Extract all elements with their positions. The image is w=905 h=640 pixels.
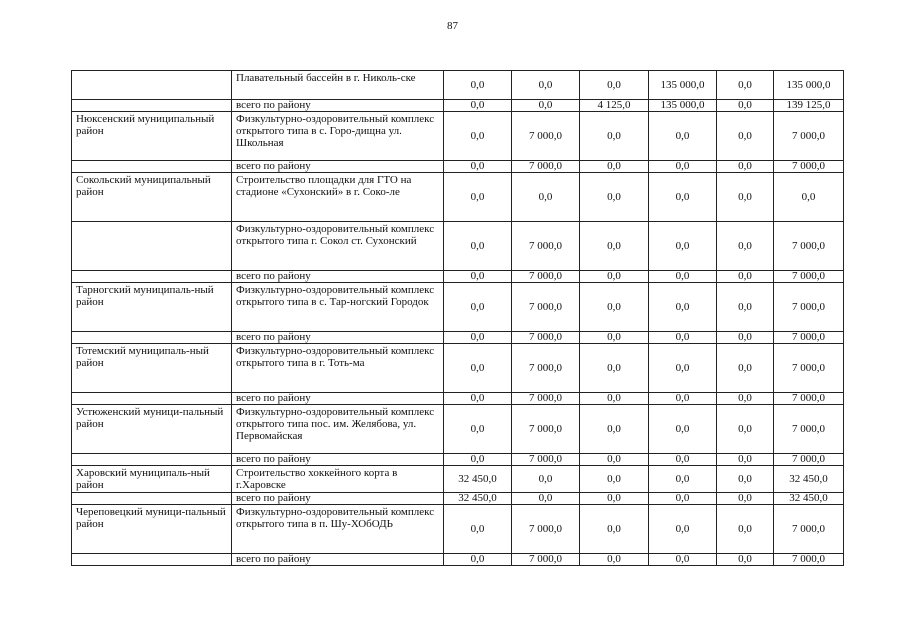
row-total-value-cell: 7 000,0 — [774, 283, 844, 332]
amount-cell: 0,0 — [444, 173, 512, 222]
amount-cell: 0,0 — [717, 71, 774, 100]
amount-cell: 0,0 — [649, 222, 717, 271]
row-total-value-cell: 32 450,0 — [774, 466, 844, 493]
project-row — [72, 222, 844, 271]
amount-cell: 0,0 — [444, 554, 512, 566]
district-total-row — [72, 554, 844, 566]
district-total-row — [72, 393, 844, 405]
project-name-cell: Физкультурно-оздоровительный комплекс открытого типа в г. Тоть-ма — [232, 344, 444, 393]
district-total-row — [72, 271, 844, 283]
amount-cell: 0,0 — [649, 112, 717, 161]
project-name-cell: Физкультурно-оздоровительный комплекс открытого типа пос. им. Желябова, ул. Первомайская — [232, 405, 444, 454]
row-total-value-cell: 7 000,0 — [774, 393, 844, 405]
amount-cell: 0,0 — [444, 505, 512, 554]
amount-cell: 0,0 — [444, 161, 512, 173]
project-name-cell: Физкультурно-оздоровительный комплекс открытого типа в п. Шу-ХОбОДЬ — [232, 505, 444, 554]
district-name-cell — [72, 554, 232, 566]
project-row — [72, 466, 844, 493]
total-label-cell: всего по району — [232, 100, 444, 112]
amount-cell: 0,0 — [580, 71, 649, 100]
amount-cell: 0,0 — [580, 466, 649, 493]
district-name-cell: Тотемский муниципаль-ный район — [72, 344, 232, 393]
amount-cell: 0,0 — [649, 393, 717, 405]
district-name-cell: Нюксенский муниципальный район — [72, 112, 232, 161]
amount-cell: 0,0 — [717, 466, 774, 493]
amount-cell: 0,0 — [580, 393, 649, 405]
amount-cell: 7 000,0 — [512, 554, 580, 566]
amount-cell: 0,0 — [580, 554, 649, 566]
district-name-cell — [72, 161, 232, 173]
district-name-cell — [72, 222, 232, 271]
amount-cell: 0,0 — [512, 173, 580, 222]
amount-cell: 0,0 — [717, 161, 774, 173]
amount-cell: 0,0 — [717, 332, 774, 344]
amount-cell: 0,0 — [580, 222, 649, 271]
row-total-value-cell: 7 000,0 — [774, 505, 844, 554]
amount-cell: 0,0 — [717, 344, 774, 393]
row-total-value-cell: 0,0 — [774, 173, 844, 222]
total-label-cell: всего по району — [232, 493, 444, 505]
amount-cell: 0,0 — [512, 466, 580, 493]
amount-cell: 7 000,0 — [512, 393, 580, 405]
total-label-cell: всего по району — [232, 554, 444, 566]
amount-cell: 0,0 — [444, 405, 512, 454]
amount-cell: 7 000,0 — [512, 454, 580, 466]
amount-cell: 32 450,0 — [444, 466, 512, 493]
amount-cell: 0,0 — [444, 283, 512, 332]
row-total-value-cell: 7 000,0 — [774, 554, 844, 566]
amount-cell: 0,0 — [512, 71, 580, 100]
district-name-cell — [72, 493, 232, 505]
amount-cell: 0,0 — [580, 112, 649, 161]
amount-cell: 0,0 — [717, 112, 774, 161]
amount-cell: 0,0 — [649, 554, 717, 566]
total-label-cell: всего по району — [232, 332, 444, 344]
amount-cell: 0,0 — [580, 505, 649, 554]
project-name-cell: Физкультурно-оздоровительный комплекс открытого типа в с. Горо-дищна ул. Школьная — [232, 112, 444, 161]
amount-cell: 0,0 — [580, 271, 649, 283]
amount-cell: 0,0 — [649, 283, 717, 332]
district-name-cell — [72, 71, 232, 100]
row-total-value-cell: 7 000,0 — [774, 454, 844, 466]
amount-cell: 0,0 — [649, 505, 717, 554]
row-total-value-cell: 7 000,0 — [774, 161, 844, 173]
amount-cell: 0,0 — [580, 405, 649, 454]
amount-cell: 0,0 — [649, 466, 717, 493]
total-label-cell: всего по району — [232, 271, 444, 283]
district-name-cell — [72, 271, 232, 283]
total-label-cell: всего по району — [232, 393, 444, 405]
amount-cell: 7 000,0 — [512, 332, 580, 344]
district-name-cell — [72, 332, 232, 344]
project-name-cell: Строительство площадки для ГТО на стадионе «Сухонский» в г. Соко-ле — [232, 173, 444, 222]
amount-cell: 0,0 — [580, 161, 649, 173]
project-row — [72, 112, 844, 161]
page-number: 87 — [447, 20, 458, 32]
project-row — [72, 344, 844, 393]
district-total-row — [72, 100, 844, 112]
amount-cell: 0,0 — [717, 405, 774, 454]
district-total-row — [72, 161, 844, 173]
total-label-cell: всего по району — [232, 454, 444, 466]
district-name-cell: Устюженский муници-пальный район — [72, 405, 232, 454]
amount-cell: 0,0 — [444, 393, 512, 405]
amount-cell: 0,0 — [649, 161, 717, 173]
amount-cell: 135 000,0 — [649, 100, 717, 112]
amount-cell: 0,0 — [444, 71, 512, 100]
amount-cell: 7 000,0 — [512, 161, 580, 173]
amount-cell: 0,0 — [649, 454, 717, 466]
amount-cell: 0,0 — [580, 454, 649, 466]
district-total-row — [72, 332, 844, 344]
amount-cell: 0,0 — [444, 222, 512, 271]
row-total-value-cell: 7 000,0 — [774, 222, 844, 271]
row-total-value-cell: 7 000,0 — [774, 405, 844, 454]
amount-cell: 7 000,0 — [512, 405, 580, 454]
district-name-cell: Харовский муниципаль-ный район — [72, 466, 232, 493]
project-name-cell: Строительство хоккейного корта в г.Харовске — [232, 466, 444, 493]
total-label-cell: всего по району — [232, 161, 444, 173]
budget-table — [71, 70, 844, 566]
amount-cell: 0,0 — [717, 454, 774, 466]
amount-cell: 0,0 — [444, 100, 512, 112]
amount-cell: 32 450,0 — [444, 493, 512, 505]
amount-cell: 0,0 — [580, 332, 649, 344]
district-name-cell — [72, 454, 232, 466]
row-total-value-cell: 7 000,0 — [774, 271, 844, 283]
amount-cell: 7 000,0 — [512, 271, 580, 283]
amount-cell: 0,0 — [717, 173, 774, 222]
amount-cell: 0,0 — [649, 332, 717, 344]
district-name-cell: Сокольский муниципальный район — [72, 173, 232, 222]
district-name-cell — [72, 100, 232, 112]
amount-cell: 0,0 — [512, 100, 580, 112]
amount-cell: 0,0 — [444, 332, 512, 344]
district-name-cell — [72, 393, 232, 405]
row-total-value-cell: 7 000,0 — [774, 332, 844, 344]
amount-cell: 0,0 — [580, 283, 649, 332]
district-name-cell: Череповецкий муници-пальный район — [72, 505, 232, 554]
amount-cell: 7 000,0 — [512, 112, 580, 161]
project-name-cell: Плавательный бассейн в г. Николь-ске — [232, 71, 444, 100]
amount-cell: 0,0 — [649, 405, 717, 454]
amount-cell: 0,0 — [444, 271, 512, 283]
project-row — [72, 405, 844, 454]
project-row — [72, 283, 844, 332]
amount-cell: 0,0 — [444, 112, 512, 161]
amount-cell: 4 125,0 — [580, 100, 649, 112]
project-row — [72, 71, 844, 100]
amount-cell: 0,0 — [717, 222, 774, 271]
amount-cell: 0,0 — [580, 493, 649, 505]
row-total-value-cell: 7 000,0 — [774, 344, 844, 393]
amount-cell: 0,0 — [444, 454, 512, 466]
amount-cell: 0,0 — [717, 493, 774, 505]
amount-cell: 0,0 — [649, 344, 717, 393]
amount-cell: 0,0 — [717, 393, 774, 405]
amount-cell: 0,0 — [717, 283, 774, 332]
amount-cell: 0,0 — [717, 100, 774, 112]
row-total-value-cell: 139 125,0 — [774, 100, 844, 112]
amount-cell: 7 000,0 — [512, 505, 580, 554]
amount-cell: 7 000,0 — [512, 344, 580, 393]
project-name-cell: Физкультурно-оздоровительный комплекс открытого типа г. Сокол ст. Сухонский — [232, 222, 444, 271]
amount-cell: 0,0 — [444, 344, 512, 393]
amount-cell: 0,0 — [580, 344, 649, 393]
row-total-value-cell: 135 000,0 — [774, 71, 844, 100]
project-name-cell: Физкультурно-оздоровительный комплекс открытого типа в с. Тар-ногский Городок — [232, 283, 444, 332]
amount-cell: 0,0 — [717, 554, 774, 566]
amount-cell: 0,0 — [717, 271, 774, 283]
row-total-value-cell: 32 450,0 — [774, 493, 844, 505]
amount-cell: 0,0 — [649, 173, 717, 222]
amount-cell: 135 000,0 — [649, 71, 717, 100]
project-row — [72, 505, 844, 554]
amount-cell: 7 000,0 — [512, 222, 580, 271]
amount-cell: 7 000,0 — [512, 283, 580, 332]
project-row — [72, 173, 844, 222]
district-name-cell: Тарногский муниципаль-ный район — [72, 283, 232, 332]
amount-cell: 0,0 — [649, 493, 717, 505]
amount-cell: 0,0 — [512, 493, 580, 505]
district-total-row — [72, 493, 844, 505]
row-total-value-cell: 7 000,0 — [774, 112, 844, 161]
amount-cell: 0,0 — [717, 505, 774, 554]
amount-cell: 0,0 — [580, 173, 649, 222]
amount-cell: 0,0 — [649, 271, 717, 283]
district-total-row — [72, 454, 844, 466]
table-body — [72, 71, 844, 566]
